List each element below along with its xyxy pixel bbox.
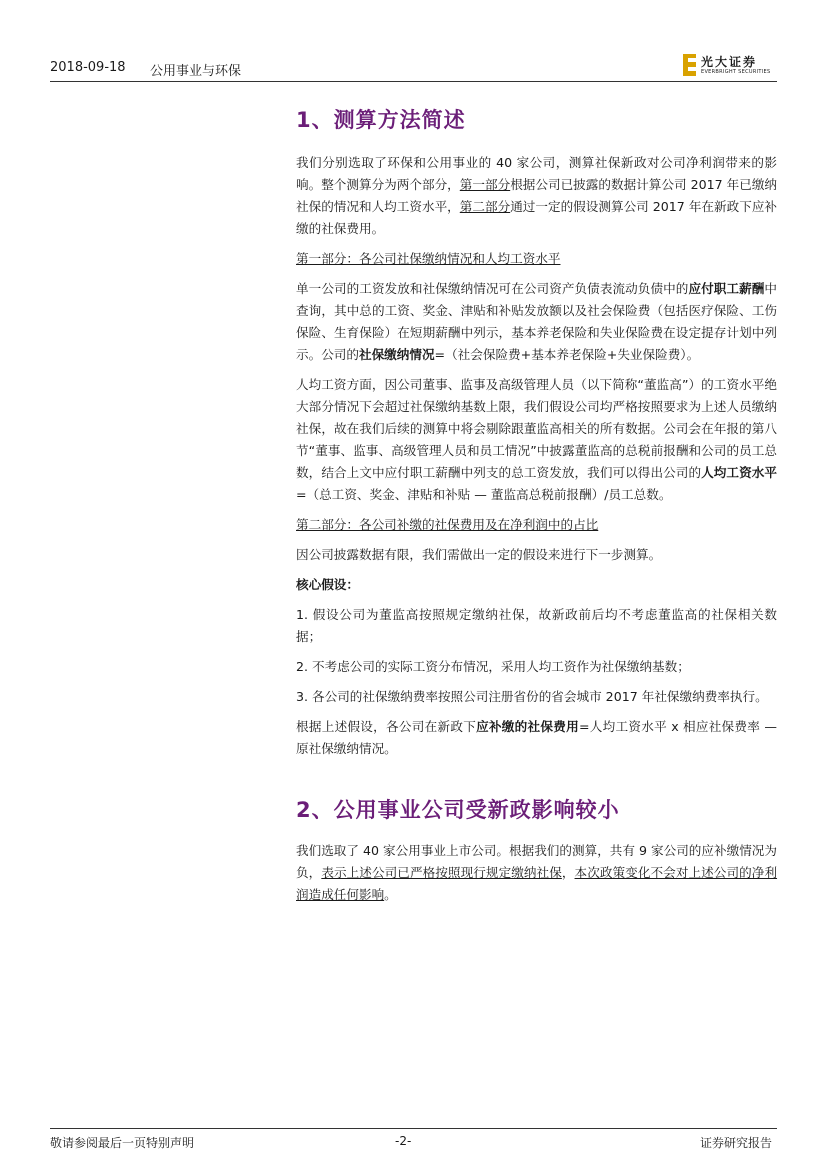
intro-underline-part1: 第一部分 [459, 177, 511, 192]
intro-underline-part2: 第二部分 [459, 199, 511, 214]
data-limit-paragraph: 因公司披露数据有限，我们需做出一定的假设来进行下一步测算。 [296, 547, 662, 562]
payroll-paragraph [296, 278, 777, 366]
section-2-underline-1: 表示上述公司已严格按照现行规定缴纳社保 [321, 865, 562, 880]
payroll-text-3: =（社会保险费+基本养老保险+失业保险费）。 [434, 347, 700, 362]
section-2-text-1: 我们选取了 40 家公用事业上市公司。根据我们的测算，共有 9 家公司的应补缴情况为负， [296, 843, 777, 880]
logo-text-cn: 光大证券 [701, 55, 758, 69]
formula-text-1: 根据上述假设，各公司在新政下 [296, 719, 477, 734]
payroll-bold-1: 应付职工薪酬 [688, 281, 765, 296]
section-2-text-2: ， [561, 865, 575, 880]
report-date: 2018-09-18 [50, 60, 126, 75]
payroll-text-2: 中查询，其中总的工资、奖金、津贴和补贴发放额以及社会保险费（包括医疗保险、工伤保险、生育保险）在短期薪酬中列示，基本养老保险和失业保险费在设定提存计划中列示。公司的 [296, 281, 778, 362]
report-category: 公用事业与环保 [150, 64, 242, 79]
section-1-intro [296, 152, 777, 240]
formula-bold-1: 应补缴的社保费用 [476, 719, 579, 734]
avg-wage-text-1: 人均工资方面，因公司董事、监事及高级管理人员（以下简称“董监高”）的工资水平绝大部分情况下会超过社保缴纳基数上限，我们假设公司均严格按照要求为上述人员缴纳社保，故在我们后续的测算中将会剔除跟董监高相关的所有数据。公司会在年报的第八节“董事、监事、高级管理人员和员工情况”中披露董监高的总税前报酬和公司的员工总数，结合上文中应付职工薪酬中列支的总工资发放，我们可以得出公司的 [296, 377, 777, 480]
intro-text-3: 通过一定的假设测算公司 2017 年在新政下应补缴的社保费用。 [296, 199, 778, 236]
avg-wage-paragraph [296, 374, 777, 506]
report-type: 证券研究报告 [700, 1136, 773, 1150]
company-logo [683, 52, 783, 80]
part-1-title [296, 248, 777, 270]
disclaimer-note: 敬请参阅最后一页特别声明 [50, 1136, 195, 1150]
part-2-title-text: 第二部分：各公司补缴的社保费用及在净利润中的占比 [296, 517, 599, 532]
logo-mark-icon [683, 54, 696, 76]
assumption-3: 3. 各公司的社保缴纳费率按照公司注册省份的省会城市 2017 年社保缴纳费率执行。 [296, 689, 768, 704]
part-1-title-text: 第一部分：各公司社保缴纳情况和人均工资水平 [296, 251, 561, 266]
report-body [296, 100, 777, 906]
avg-wage-bold-1: 人均工资水平 [701, 465, 778, 480]
formula-text-2: =人均工资水平 x 相应社保费率 — 原社保缴纳情况。 [296, 719, 778, 756]
section-2-text-3: 。 [384, 887, 397, 902]
part-2-title [296, 514, 777, 536]
intro-text-1: 我们分别选取了环保和公用事业的 40 家公司，测算社保新政对公司净利润带来的影响。整个测算分为两个部分， [296, 155, 777, 192]
section-1-heading: 1、测算方法简述 [296, 108, 466, 132]
section-2-heading: 2、公用事业公司受新政影响较小 [296, 798, 620, 822]
assumption-1: 1. 假设公司为董监高按照规定缴纳社保，故新政前后均不考虑董监高的社保相关数据； [296, 607, 777, 644]
section-2-underline-2: 本次政策变化不会对上述公司的净利润造成任何影响 [296, 865, 778, 902]
payroll-text-1: 单一公司的工资发放和社保缴纳情况可在公司资产负债表流动负债中的 [296, 281, 689, 296]
avg-wage-text-2: =（总工资、奖金、津贴和补贴 — 董监高总税前报酬）/员工总数。 [296, 487, 672, 502]
assumption-2: 2. 不考虑公司的实际工资分布情况，采用人均工资作为社保缴纳基数； [296, 659, 690, 674]
header-divider [50, 81, 777, 82]
payroll-bold-2: 社保缴纳情况 [358, 347, 435, 362]
logo-text-en: EVERBRIGHT SECURITIES [701, 69, 771, 75]
intro-text-2: 根据公司已披露的数据计算公司 2017 年已缴纳社保的情况和人均工资水平， [296, 177, 778, 214]
formula-paragraph [296, 716, 777, 760]
section-2-paragraph [296, 840, 777, 906]
footer-divider [50, 1128, 777, 1129]
page-number: -2- [395, 1134, 412, 1148]
core-assumptions-title: 核心假设： [296, 577, 359, 592]
